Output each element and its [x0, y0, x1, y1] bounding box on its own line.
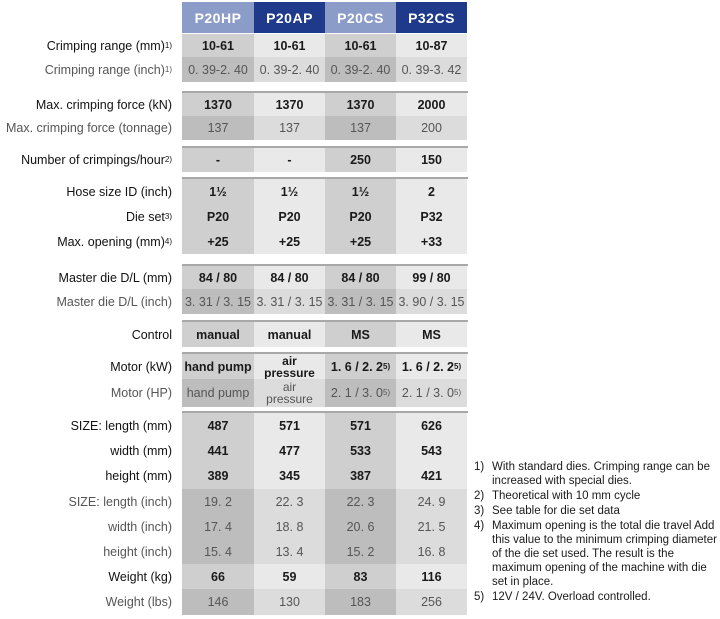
table-cell	[325, 514, 396, 539]
table-cell	[254, 322, 325, 347]
table-cell	[254, 413, 325, 438]
table-row	[0, 463, 470, 489]
row-label-text: Master die D/L (inch)	[56, 294, 172, 309]
cell-value: 59	[282, 569, 297, 584]
row-label-text: Die set	[125, 210, 165, 224]
table-cell	[396, 322, 467, 347]
cell-value: 626	[421, 418, 442, 433]
cell-value: 345	[279, 469, 300, 483]
table-cell	[325, 489, 396, 514]
footnote-text: See table for die set data	[492, 505, 620, 517]
cell-value: 0. 39-2. 40	[330, 62, 391, 77]
cell-value: 421	[421, 469, 442, 483]
row-label-text: Control	[131, 327, 172, 342]
table-cell: 1. 6 / 2. 2 5)	[325, 354, 396, 379]
table-cell	[182, 514, 254, 539]
row-label-text: Max. crimping force (tonnage)	[5, 121, 172, 135]
row-label: Crimping range (inch) 1)	[44, 62, 172, 77]
table-cell	[254, 148, 325, 172]
table-row	[0, 354, 470, 379]
table-cell	[396, 289, 467, 314]
cell-value: 1. 6 / 2. 2	[330, 359, 383, 374]
table-cell	[182, 93, 254, 116]
row-label	[0, 116, 172, 140]
table-row	[0, 413, 470, 438]
table-row	[0, 229, 470, 254]
table-cell	[254, 289, 325, 314]
table-cell	[254, 589, 325, 615]
cell-value: 84 / 80	[198, 270, 238, 285]
row-label: Die set 3)	[125, 210, 172, 224]
table-cell	[254, 179, 325, 205]
cell-value: 2. 1 / 3. 0	[401, 386, 454, 400]
table-cell	[325, 564, 396, 589]
cell-value: 3. 90 / 3. 15	[398, 294, 465, 309]
cell-value: 10-61	[202, 38, 234, 53]
row-label	[0, 539, 172, 564]
table-cell	[182, 564, 254, 589]
table-cell	[396, 438, 467, 463]
table-cell	[182, 438, 254, 463]
row-label	[0, 438, 172, 463]
cell-value: 83	[353, 569, 368, 584]
cell-value: 543	[421, 443, 442, 458]
cell-value: 116	[421, 569, 442, 584]
cell-value: 16. 8	[417, 544, 446, 559]
table-cell	[182, 229, 254, 254]
table-cell	[182, 322, 254, 347]
table-cell	[182, 354, 254, 379]
table-row	[0, 379, 470, 407]
row-label-text: Max. crimping force (kN)	[35, 97, 172, 112]
cell-value: manual	[267, 327, 312, 342]
table-cell	[325, 289, 396, 314]
row-label	[0, 589, 172, 615]
row-label	[0, 564, 172, 589]
footnote	[474, 489, 718, 503]
cell-value: 18. 8	[275, 519, 304, 534]
table-cell	[182, 179, 254, 205]
cell-value: 0. 39-3. 42	[401, 62, 462, 77]
table-cell	[254, 489, 325, 514]
table-cell	[254, 564, 325, 589]
group-divider	[182, 91, 468, 93]
row-label	[0, 289, 172, 314]
group-divider	[182, 177, 468, 179]
cell-value: 200	[421, 121, 442, 135]
group-divider	[182, 411, 468, 413]
row-label-text: SIZE: length (inch)	[68, 494, 172, 509]
table-cell	[396, 148, 467, 172]
table-cell	[254, 205, 325, 229]
table-cell	[182, 148, 254, 172]
cell-value: 66	[211, 569, 225, 584]
table-cell	[182, 379, 254, 407]
table-cell	[396, 266, 467, 289]
cell-value: 1370	[204, 97, 232, 112]
table-cell	[396, 179, 467, 205]
cell-value: 487	[207, 418, 229, 433]
footnote	[474, 519, 718, 589]
table-row	[0, 289, 470, 314]
table-row	[0, 489, 470, 514]
row-label-text: Crimping range (mm)	[46, 38, 165, 53]
row-label-text: Crimping range (inch)	[44, 62, 165, 77]
cell-value: air pressure	[264, 353, 315, 380]
table-cell	[182, 539, 254, 564]
table-row	[0, 116, 470, 140]
cell-value: 2000	[417, 97, 446, 112]
table-cell	[182, 116, 254, 140]
table-cell	[325, 229, 396, 254]
footnote-text: 12V / 24V. Overload controlled.	[492, 591, 651, 603]
cell-value: 0. 39-2. 40	[188, 62, 248, 77]
table-cell	[254, 463, 325, 489]
table-cell	[325, 93, 396, 116]
cell-value: 15. 2	[346, 544, 375, 559]
table-cell	[254, 266, 325, 289]
row-label-text: Weight (kg)	[108, 569, 172, 584]
row-label: Crimping range (mm) 1)	[46, 38, 172, 53]
table-cell	[396, 564, 467, 589]
table-cell	[396, 205, 467, 229]
table-cell	[325, 148, 396, 172]
cell-value: 21. 5	[417, 519, 446, 534]
table-cell	[325, 205, 396, 229]
cell-value: MS	[422, 327, 441, 342]
row-label-text: Weight (lbs)	[105, 595, 172, 609]
cell-value: 533	[350, 443, 371, 458]
cell-value: 10-61	[273, 38, 306, 53]
cell-value: +25	[207, 234, 229, 249]
cell-value: 387	[350, 469, 371, 483]
cell-value: 22. 3	[275, 494, 304, 509]
column-header-p20ap: P20AP	[254, 2, 325, 33]
table-cell	[396, 116, 467, 140]
table-cell	[325, 179, 396, 205]
table-cell	[254, 57, 325, 82]
cell-value: +25	[349, 234, 372, 249]
row-label-text: Number of crimpings/hour	[21, 153, 165, 167]
table-row	[0, 266, 470, 289]
cell-value: -	[215, 153, 221, 167]
footnote	[474, 504, 718, 518]
group-divider	[182, 264, 468, 266]
row-label	[0, 514, 172, 539]
cell-value: 183	[350, 595, 371, 609]
table-row	[0, 34, 470, 57]
footnote-text: With standard dies. Crimping range can be increased with special dies.	[492, 461, 710, 487]
row-label: Number of crimpings/hour 2)	[21, 153, 172, 167]
cell-value: hand pump	[186, 386, 250, 400]
table-cell	[254, 438, 325, 463]
cell-value: 1370	[346, 97, 375, 112]
cell-value: +25	[278, 234, 301, 249]
cell-value: 2. 1 / 3. 0	[330, 386, 383, 400]
table-row	[0, 179, 470, 205]
cell-value: 3. 31 / 3. 15	[327, 294, 394, 309]
table-cell	[254, 539, 325, 564]
cell-value: 84 / 80	[341, 270, 380, 285]
cell-value: air pressure	[266, 380, 313, 406]
row-label	[0, 322, 172, 347]
table-cell	[182, 413, 254, 438]
table-row	[0, 564, 470, 589]
row-label	[0, 413, 172, 438]
table-row	[0, 205, 470, 229]
table-cell: 2. 1 / 3. 0 5)	[325, 379, 396, 407]
table-cell	[182, 589, 254, 615]
cell-value: 137	[350, 121, 371, 135]
row-label	[0, 463, 172, 489]
table-cell	[254, 93, 325, 116]
table-cell	[396, 463, 467, 489]
table-cell	[396, 539, 467, 564]
table-cell	[325, 34, 396, 57]
table-cell	[396, 589, 467, 615]
cell-value: 477	[279, 443, 300, 458]
row-label-text: Motor (HP)	[110, 386, 172, 400]
table-cell	[325, 589, 396, 615]
row-label-text: Max. opening (mm)	[57, 234, 165, 249]
table-row	[0, 514, 470, 539]
cell-value: hand pump	[184, 359, 252, 374]
row-label	[0, 354, 172, 379]
table-cell	[325, 322, 396, 347]
table-cell	[396, 229, 467, 254]
footnote	[474, 460, 718, 488]
cell-value: 99 / 80	[412, 270, 451, 285]
table-cell	[325, 266, 396, 289]
table-cell	[254, 34, 325, 57]
cell-value: 130	[279, 595, 300, 609]
table-cell	[182, 289, 254, 314]
cell-value: 1½	[209, 185, 227, 199]
table-cell	[325, 116, 396, 140]
cell-value: 20. 6	[346, 519, 375, 534]
cell-value: 146	[207, 595, 229, 609]
footnote-text: Theoretical with 10 mm cycle	[492, 490, 641, 502]
cell-value: 1370	[275, 97, 304, 112]
row-label	[0, 93, 172, 116]
group-divider	[182, 352, 468, 354]
footnote-number: 4)	[474, 520, 485, 532]
cell-value: 3. 31 / 3. 15	[256, 294, 323, 309]
cell-value: 137	[279, 121, 300, 135]
row-label-text: Hose size ID (inch)	[66, 185, 172, 199]
table-cell	[396, 93, 467, 116]
table-cell	[254, 379, 325, 407]
table-cell	[325, 539, 396, 564]
table-cell	[325, 57, 396, 82]
table-cell	[254, 116, 325, 140]
table-row	[0, 539, 470, 564]
group-divider	[182, 146, 468, 148]
cell-value: P20	[278, 210, 301, 224]
row-label-text: SIZE: length (mm)	[70, 418, 172, 433]
cell-value: -	[287, 153, 292, 167]
table-cell	[182, 463, 254, 489]
table-cell: 1. 6 / 2. 2 5)	[396, 354, 467, 379]
cell-value: 1½	[351, 185, 370, 199]
footnote	[474, 590, 718, 604]
cell-value: 1½	[280, 185, 299, 199]
footnotes	[474, 460, 718, 605]
cell-value: 389	[207, 469, 229, 483]
row-label-text: height (inch)	[103, 544, 172, 559]
footnote-number: 2)	[474, 490, 485, 502]
cell-value: 1. 6 / 2. 2	[401, 359, 454, 374]
table-cell	[182, 489, 254, 514]
row-label-text: Master die D/L (mm)	[58, 270, 172, 285]
table-cell	[396, 413, 467, 438]
row-label-text: height (mm)	[105, 469, 172, 483]
cell-value: 256	[421, 595, 442, 609]
table-cell	[325, 438, 396, 463]
footnote-number: 1)	[474, 461, 485, 473]
table-cell	[182, 57, 254, 82]
table-cell	[182, 34, 254, 57]
column-header-p32cs: P32CS	[396, 2, 467, 33]
row-label	[0, 489, 172, 514]
table-row	[0, 322, 470, 347]
cell-value: 15. 4	[204, 544, 232, 559]
table-row	[0, 438, 470, 463]
column-header-p20cs: P20CS	[325, 2, 396, 33]
row-label-text: width (inch)	[108, 519, 172, 534]
table-cell	[396, 57, 467, 82]
cell-value: P32	[420, 210, 443, 224]
footnote-text: Maximum opening is the total die travel Add this value to the minimum crimping diameter of the die set used. The result is the maximum opening of the machine with die set in place.	[492, 520, 717, 588]
footnote-number: 3)	[474, 505, 485, 517]
cell-value: +33	[420, 234, 443, 249]
cell-value: P20	[206, 210, 230, 224]
table-cell	[325, 413, 396, 438]
table-cell	[396, 514, 467, 539]
table-cell	[254, 354, 325, 379]
table-cell	[254, 229, 325, 254]
table-row	[0, 57, 470, 82]
group-divider	[182, 320, 468, 322]
table-cell	[182, 205, 254, 229]
cell-value: 0. 39-2. 40	[259, 62, 320, 77]
table-cell	[254, 514, 325, 539]
cell-value: 150	[421, 153, 442, 167]
table-cell	[182, 266, 254, 289]
table-row	[0, 93, 470, 116]
cell-value: 571	[279, 418, 300, 433]
cell-value: P20	[349, 210, 372, 224]
column-header-p20hp: P20HP	[182, 2, 254, 33]
cell-value: 250	[350, 153, 371, 167]
cell-value: 2	[428, 185, 435, 199]
cell-value: 571	[350, 418, 371, 433]
cell-value: manual	[196, 327, 240, 342]
cell-value: 22. 3	[346, 494, 375, 509]
cell-value: 10-87	[415, 38, 448, 53]
cell-value: 17. 4	[204, 519, 232, 534]
cell-value: 84 / 80	[270, 270, 309, 285]
row-label: Max. opening (mm) 4)	[57, 234, 172, 249]
table-cell: 2. 1 / 3. 0 5)	[396, 379, 467, 407]
row-label-text: width (mm)	[110, 443, 172, 458]
footnote-number: 5)	[474, 591, 485, 603]
row-label-text: Motor (kW)	[110, 359, 172, 374]
cell-value: 19. 2	[204, 494, 232, 509]
table-row	[0, 148, 470, 172]
cell-value: 137	[207, 121, 229, 135]
cell-value: 3. 31 / 3. 15	[184, 294, 252, 309]
cell-value: 10-61	[344, 38, 377, 53]
row-label	[0, 179, 172, 205]
table-cell	[325, 463, 396, 489]
cell-value: MS	[351, 327, 370, 342]
table-cell	[396, 489, 467, 514]
row-label	[0, 379, 172, 407]
row-label	[0, 266, 172, 289]
cell-value: 13. 4	[275, 544, 304, 559]
cell-value: 24. 9	[417, 494, 446, 509]
cell-value: 441	[207, 443, 229, 458]
table-cell	[396, 34, 467, 57]
table-row	[0, 589, 470, 615]
